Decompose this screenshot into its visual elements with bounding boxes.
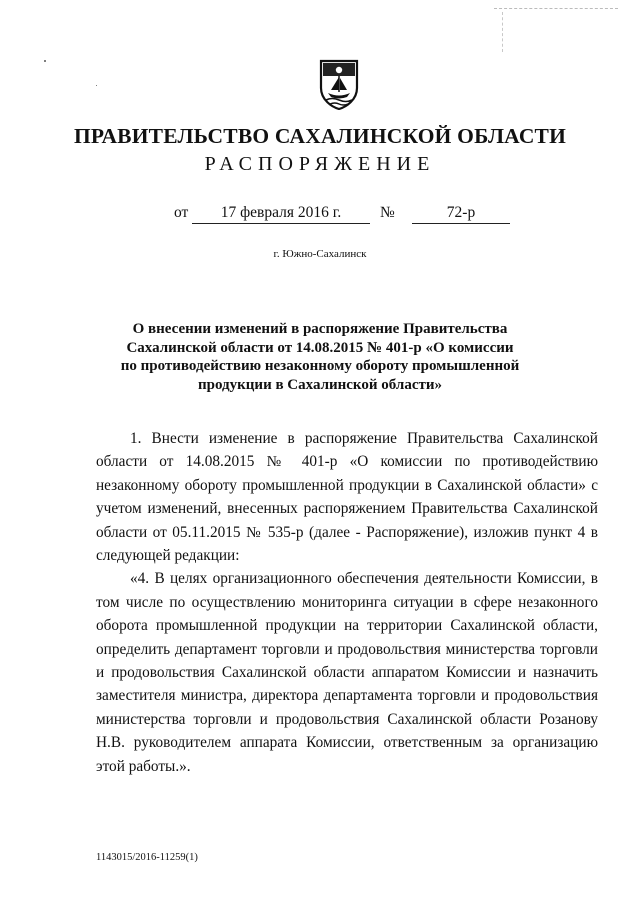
registration-line — [0, 204, 640, 226]
date-label: от — [174, 204, 189, 221]
body-paragraph: «4. В целях организационного обеспечения деятельности Комиссии, в том числе по осуществлению мониторинга ситуации в сфере незаконного оборота промышленной продукции на территории Сахалинской области, определить департамент торговли и продовольствия министерства торговли и продовольствия Сахалинской области аппаратом Комиссии и назначить заместителя министра, директора департамента торговли и продовольствия министерства торговли и продовольствия Сахалинской области Розанову Н.В. руководителем аппарата Комиссии, ответственным за организацию этой работы.». — [96, 570, 598, 775]
city: г. Южно-Сахалинск — [273, 248, 367, 260]
body-paragraph: 1. Внести изменение в распоряжение Правительства Сахалинской области от 14.08.2015 № 401-р «О комиссии по противодействию незаконному обороту промышленной продукции в Сахалинской области» с учетом изменений, внесенных распоряжением Правительства Сахалинской области от 05.11.2015 № 535-р (далее - Распоряжение), изложив пункт 4 в следующей редакции: — [96, 430, 598, 565]
date-field: 17 февраля 2016 г. — [192, 204, 370, 224]
number-label: № — [380, 204, 395, 221]
document-title: О внесении изменений в распоряжение Правительства Сахалинской области от 14.08.2015 № 401-р «О комиссии по противодействию незаконному обороту промышленной продукции в Сахалинской области» — [120, 321, 520, 393]
number-field: 72-р — [412, 204, 510, 224]
scan-mark-top — [494, 8, 618, 9]
scan-speck — [44, 60, 46, 62]
scan-mark-left — [502, 12, 503, 52]
document-type: РАСПОРЯЖЕНИЕ — [204, 153, 436, 175]
coat-of-arms-icon — [318, 58, 360, 110]
government-title: ПРАВИТЕЛЬСТВО САХАЛИНСКОЙ ОБЛАСТИ — [73, 124, 567, 148]
scan-corner-marks — [488, 6, 628, 56]
scan-speck — [96, 85, 97, 86]
document-body — [96, 427, 598, 778]
document-code: 1143015/2016-11259(1) — [96, 852, 198, 863]
